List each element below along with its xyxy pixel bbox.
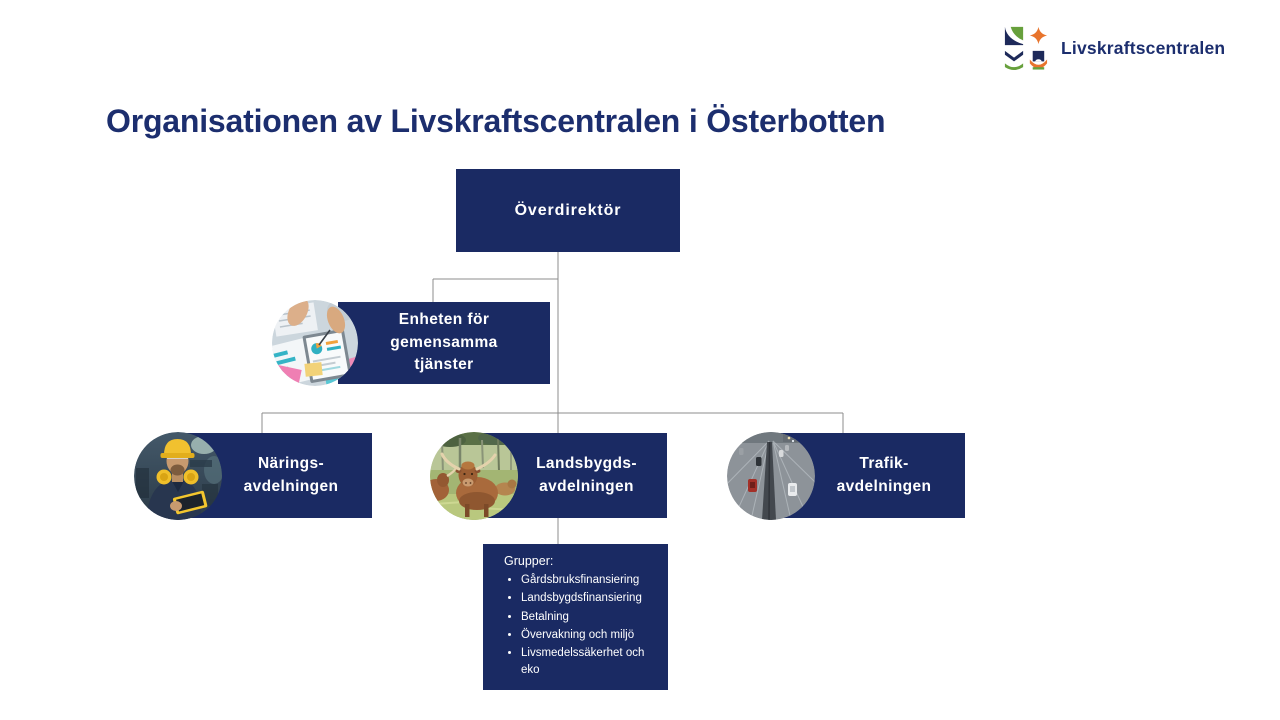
highland-cattle-photo bbox=[430, 432, 518, 520]
groups-list-item: • Gårdsbruksfinansiering bbox=[521, 572, 658, 588]
org-node-grupper bbox=[483, 544, 668, 690]
org-node-gemensamma-tjanster bbox=[338, 302, 550, 384]
groups-list-item: • Betalning bbox=[521, 609, 658, 625]
highway-traffic-photo bbox=[727, 432, 815, 520]
groups-list-item: • Landsbygdsfinansiering bbox=[521, 590, 658, 606]
industrial-worker-photo bbox=[134, 432, 222, 520]
org-node-label: Överdirektör bbox=[514, 201, 622, 219]
org-node-label: Trafik- avdelningen bbox=[836, 455, 932, 495]
groups-list-item: • Livsmedelssäkerhet och eko bbox=[521, 645, 658, 678]
logo-wordmark: Livskraftscentralen bbox=[1061, 37, 1226, 58]
org-node-overdirektor bbox=[456, 169, 680, 252]
groups-list bbox=[504, 572, 658, 678]
org-node-label: Landsbygds- avdelningen bbox=[536, 455, 637, 495]
groups-heading: Grupper: bbox=[504, 554, 554, 568]
org-node-label: Närings- avdelningen bbox=[243, 455, 339, 495]
livskraftscentralen-logo-icon bbox=[1003, 25, 1049, 71]
page-title: Organisationen av Livskraftscentralen i Österbotten bbox=[106, 103, 886, 139]
logo bbox=[1003, 25, 1225, 71]
groups-list-item: • Övervakning och miljö bbox=[521, 627, 658, 643]
org-node-label: Enheten för gemensamma tjänster bbox=[390, 311, 498, 374]
office-teamwork-photo bbox=[272, 300, 358, 386]
